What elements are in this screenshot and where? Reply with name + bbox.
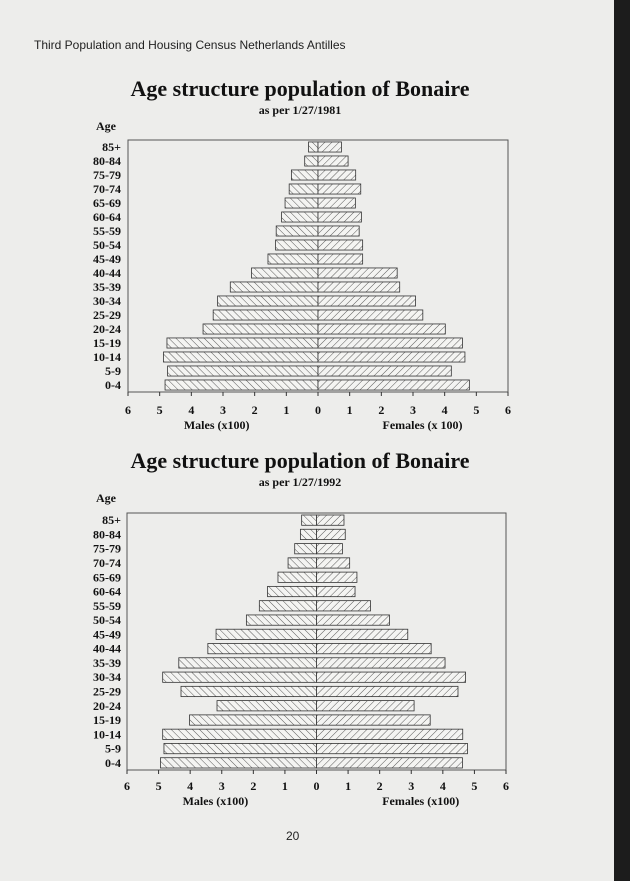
male-bar [268,254,318,264]
age-label: 60-64 [93,210,121,224]
x-tick-label: 1 [345,779,352,793]
female-bar [318,254,363,264]
female-bar [318,310,423,320]
male-bar [268,586,317,596]
x-tick-label: 2 [378,403,385,417]
x-tick-label: 5 [471,779,478,793]
female-bar [317,715,431,725]
male-bar [167,338,318,348]
age-label: 80-84 [93,527,121,542]
age-label: 55-59 [93,224,121,238]
female-bar [318,268,397,278]
age-label: 5-9 [105,364,121,378]
age-label: 70-74 [93,555,121,570]
male-bar [179,658,317,668]
age-label: 15-19 [93,713,121,728]
male-bar [246,615,316,625]
age-label: 35-39 [93,280,121,294]
male-bar [252,268,319,278]
x-tick-label: 0 [313,779,320,793]
female-bar [317,515,344,525]
age-label: 85+ [102,140,121,154]
x-tick-label: 2 [376,779,383,793]
female-bar [318,380,469,390]
male-bar [190,715,317,725]
male-bar [181,686,316,696]
male-bar [216,629,316,639]
x-tick-label: 4 [187,779,194,793]
age-label: 40-44 [93,641,121,656]
female-bar [317,658,446,668]
age-label: 0-4 [105,378,121,392]
age-label: 45-49 [93,627,121,642]
x-tick-label: 1 [346,403,353,417]
female-bar [318,352,465,362]
x-tick-label: 6 [124,779,130,793]
age-label: 80-84 [93,154,121,168]
age-label: 10-14 [93,350,121,364]
male-bar [276,240,318,250]
x-tick-label: 1 [283,403,290,417]
male-bar [288,558,316,568]
age-label: 15-19 [93,336,121,350]
male-bar [285,198,318,208]
male-bar [163,672,317,682]
age-label: 70-74 [93,182,121,196]
male-bar [302,515,317,525]
male-bar [259,601,316,611]
male-bar [218,296,318,306]
age-label: 75-79 [93,168,121,182]
female-bar [318,198,355,208]
age-label: 75-79 [93,541,121,556]
y-axis-label: Age [96,119,116,133]
female-bar [318,324,445,334]
x-tick-label: 4 [439,779,446,793]
female-bar [318,296,416,306]
age-label: 30-34 [93,294,121,308]
page-number: 20 [286,829,300,843]
x-tick-label: 3 [410,403,416,417]
y-axis-label: Age [96,491,116,505]
female-bar [317,629,408,639]
x-tick-label: 6 [125,403,131,417]
age-label: 35-39 [93,655,121,670]
female-bar [318,366,451,376]
x-tick-label: 5 [473,403,480,417]
age-label: 65-69 [93,196,121,210]
female-bar [318,170,356,180]
male-bar [282,212,318,222]
female-bar [317,729,463,739]
female-bar [318,338,462,348]
age-label: 10-14 [93,727,121,742]
female-bar [317,686,458,696]
age-label: 40-44 [93,266,121,280]
male-bar [203,324,318,334]
age-label: 25-29 [93,308,121,322]
x-axis-label-males: Males (x100) [183,418,250,432]
male-bar [295,544,317,554]
age-label: 65-69 [93,570,121,585]
age-label: 60-64 [93,584,121,599]
male-bar [289,184,318,194]
age-label: 0-4 [105,755,121,770]
x-tick-label: 6 [505,403,511,417]
chart-title: Age structure population of Bonaire [130,76,470,101]
x-axis-label-males: Males (x100) [182,794,249,808]
female-bar [317,586,356,596]
male-bar [208,643,317,653]
female-bar [317,758,463,768]
female-bar [317,672,466,682]
age-label: 85+ [102,513,121,528]
male-bar [163,352,318,362]
female-bar [318,212,361,222]
female-bar [317,615,390,625]
female-bar [318,240,363,250]
x-axis-label-females: Females (x100) [382,794,460,808]
male-bar [163,729,317,739]
female-bar [317,572,357,582]
female-bar [318,142,341,152]
female-bar [317,544,343,554]
x-tick-label: 4 [441,403,448,417]
male-bar [291,170,318,180]
male-bar [300,529,316,539]
female-bar [317,743,468,753]
male-bar [164,743,317,753]
x-tick-label: 0 [315,403,321,417]
male-bar [168,366,318,376]
age-label: 55-59 [93,598,121,613]
x-axis-label-females: Females (x 100) [382,418,463,432]
page-header: Third Population and Housing Census Netherlands Antilles [34,38,346,52]
age-label: 25-29 [93,684,121,699]
female-bar [318,282,400,292]
male-bar [309,142,319,152]
male-bar [278,572,317,582]
chart-title: Age structure population of Bonaire [130,448,470,473]
male-bar [165,380,318,390]
female-bar [318,226,359,236]
age-label: 45-49 [93,252,121,266]
age-label: 50-54 [93,238,121,252]
female-bar [317,558,350,568]
male-bar [276,226,318,236]
x-tick-label: 1 [281,779,288,793]
female-bar [317,701,415,711]
x-tick-label: 6 [503,779,509,793]
male-bar [217,701,316,711]
age-label: 5-9 [105,741,121,756]
chart-subtitle: as per 1/27/1981 [258,103,342,117]
x-tick-label: 5 [155,779,162,793]
x-tick-label: 3 [218,779,225,793]
x-tick-label: 4 [188,403,195,417]
x-tick-label: 2 [251,403,258,417]
female-bar [318,184,361,194]
chart-subtitle: as per 1/27/1992 [258,475,342,489]
age-label: 20-24 [93,322,121,336]
x-tick-label: 5 [156,403,163,417]
x-tick-label: 3 [408,779,415,793]
female-bar [317,601,371,611]
male-bar [305,156,318,166]
age-label: 50-54 [93,613,121,628]
x-tick-label: 2 [250,779,257,793]
female-bar [318,156,348,166]
male-bar [213,310,318,320]
female-bar [317,643,432,653]
age-label: 20-24 [93,698,121,713]
x-tick-label: 3 [220,403,226,417]
male-bar [230,282,318,292]
age-label: 30-34 [93,670,121,685]
female-bar [317,529,346,539]
male-bar [160,758,316,768]
